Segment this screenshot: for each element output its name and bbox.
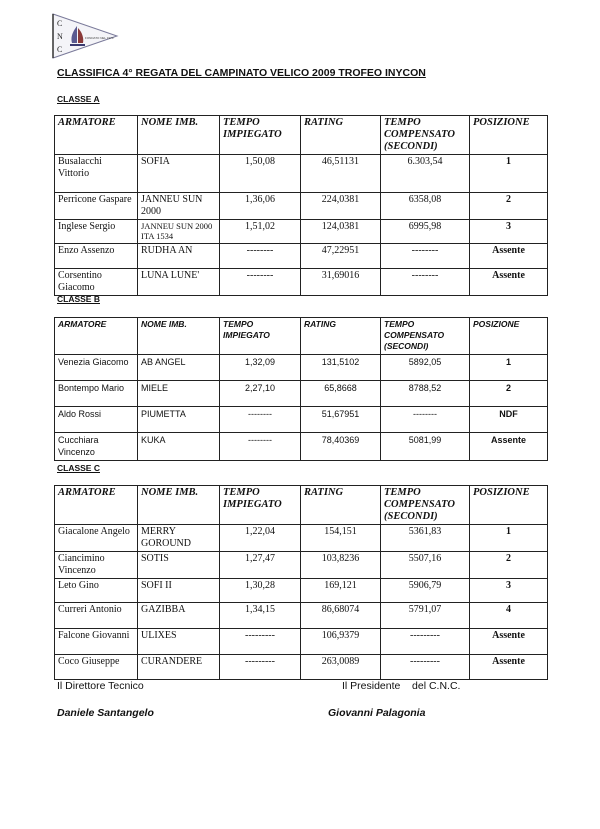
rating-cell: 86,68074 <box>301 603 381 629</box>
direttore-name: Daniele Santangelo <box>57 707 154 719</box>
tempo-cell: 1,51,02 <box>220 220 301 244</box>
rating-cell: 47,22951 <box>301 244 381 269</box>
compensato-cell: --------- <box>381 629 470 655</box>
table-row <box>55 155 548 193</box>
nome-cell: CURANDERE <box>138 655 220 680</box>
table-row <box>55 433 548 461</box>
col-nome-imb: NOME IMB. <box>138 486 220 525</box>
col-posizione: POSIZIONE <box>470 318 548 355</box>
rating-cell: 224,0381 <box>301 193 381 220</box>
presidente-name: Giovanni Palagonia <box>328 707 426 719</box>
table-row <box>55 381 548 407</box>
nome-cell: ULIXES <box>138 629 220 655</box>
nome-cell: KUKA <box>138 433 220 461</box>
armatore-cell: Aldo Rossi <box>55 407 138 433</box>
armatore-cell: Coco Giuseppe <box>55 655 138 680</box>
compensato-cell: 5791,07 <box>381 603 470 629</box>
nome-cell: SOFI II <box>138 579 220 603</box>
col-rating: RATING <box>301 116 381 155</box>
tempo-cell: 1,30,28 <box>220 579 301 603</box>
table-row <box>55 603 548 629</box>
table-row <box>55 269 548 296</box>
tempo-cell: 1,27,47 <box>220 552 301 579</box>
rating-cell: 169,121 <box>301 579 381 603</box>
classe-c-table <box>54 485 548 680</box>
table-row <box>55 655 548 680</box>
nome-cell: MIELE <box>138 381 220 407</box>
tempo-cell: 1,32,09 <box>220 355 301 381</box>
col-rating: RATING <box>301 318 381 355</box>
armatore-cell: Ciancimino Vincenzo <box>55 552 138 579</box>
logo-letter-2: N <box>57 32 63 41</box>
armatore-cell: Inglese Sergio <box>55 220 138 244</box>
tempo-cell: -------- <box>220 407 301 433</box>
class-c-label: CLASSE C <box>57 463 100 473</box>
table-header-row <box>55 116 548 155</box>
posizione-cell: 4 <box>470 603 548 629</box>
table-header-row <box>55 486 548 525</box>
col-posizione: POSIZIONE <box>470 116 548 155</box>
rating-cell: 263,0089 <box>301 655 381 680</box>
posizione-cell: 3 <box>470 220 548 244</box>
logo-caption: FONDATO NEL 1970 <box>85 36 114 40</box>
nome-cell: GAZIBBA <box>138 603 220 629</box>
posizione-cell: Assente <box>470 655 548 680</box>
classe-b-table <box>54 317 548 461</box>
tempo-cell: -------- <box>220 269 301 296</box>
posizione-cell: 1 <box>470 355 548 381</box>
rating-cell: 124,0381 <box>301 220 381 244</box>
table-row <box>55 552 548 579</box>
compensato-cell: 5361,83 <box>381 525 470 552</box>
posizione-cell: NDF <box>470 407 548 433</box>
armatore-cell: Perricone Gaspare <box>55 193 138 220</box>
rating-cell: 46,51131 <box>301 155 381 193</box>
armatore-cell: Giacalone Angelo <box>55 525 138 552</box>
col-tempo-compensato: TEMPO COMPENSATO (SECONDI) <box>381 486 470 525</box>
nome-cell: JANNEU SUN 2000 <box>138 193 220 220</box>
tempo-cell: 1,50,08 <box>220 155 301 193</box>
armatore-cell: Curreri Antonio <box>55 603 138 629</box>
compensato-cell: 6.303,54 <box>381 155 470 193</box>
table-row <box>55 193 548 220</box>
posizione-cell: Assente <box>470 244 548 269</box>
presidente-role: Il Presidente del C.N.C. <box>342 680 461 692</box>
col-armatore: ARMATORE <box>55 318 138 355</box>
nome-cell: SOFIA <box>138 155 220 193</box>
compensato-cell: 6358,08 <box>381 193 470 220</box>
tempo-cell: 1,22,04 <box>220 525 301 552</box>
tempo-cell: 2,27,10 <box>220 381 301 407</box>
nome-cell: RUDHA AN <box>138 244 220 269</box>
posizione-cell: 2 <box>470 552 548 579</box>
col-posizione: POSIZIONE <box>470 486 548 525</box>
table-row <box>55 244 548 269</box>
posizione-cell: 2 <box>470 381 548 407</box>
table-header-row <box>55 318 548 355</box>
table-row <box>55 220 548 244</box>
posizione-cell: Assente <box>470 629 548 655</box>
armatore-cell: Busalacchi Vittorio <box>55 155 138 193</box>
posizione-cell: 1 <box>470 155 548 193</box>
rating-cell: 51,67951 <box>301 407 381 433</box>
armatore-cell: Venezia Giacomo <box>55 355 138 381</box>
rating-cell: 106,9379 <box>301 629 381 655</box>
compensato-cell: 5892,05 <box>381 355 470 381</box>
rating-cell: 103,8236 <box>301 552 381 579</box>
direttore-role: Il Direttore Tecnico <box>57 680 144 692</box>
class-a-label: CLASSE A <box>57 94 100 104</box>
nome-cell: JANNEU SUN 2000 ITA 1534 <box>138 220 220 244</box>
rating-cell: 65,8668 <box>301 381 381 407</box>
table-row <box>55 407 548 433</box>
col-tempo-impiegato: TEMPO IMPIEGATO <box>220 318 301 355</box>
posizione-cell: 3 <box>470 579 548 603</box>
rating-cell: 154,151 <box>301 525 381 552</box>
posizione-cell: 1 <box>470 525 548 552</box>
logo-letter-3: C <box>57 45 63 54</box>
nome-cell: PIUMETTA <box>138 407 220 433</box>
club-logo <box>47 12 121 60</box>
armatore-cell: Falcone Giovanni <box>55 629 138 655</box>
compensato-cell: -------- <box>381 407 470 433</box>
table-row <box>55 355 548 381</box>
tempo-cell: -------- <box>220 433 301 461</box>
tempo-cell: 1,34,15 <box>220 603 301 629</box>
nome-cell: AB ANGEL <box>138 355 220 381</box>
compensato-cell: -------- <box>381 269 470 296</box>
col-armatore: ARMATORE <box>55 116 138 155</box>
classe-a-table <box>54 115 548 296</box>
col-rating: RATING <box>301 486 381 525</box>
logo-letter-1: C <box>57 19 63 28</box>
page-title: CLASSIFICA 4° REGATA DEL CAMPINATO VELICO 2009 TROFEO INYCON <box>57 67 426 79</box>
col-tempo-compensato: TEMPO COMPENSATO (SECONDI) <box>381 318 470 355</box>
armatore-cell: Cucchiara Vincenzo <box>55 433 138 461</box>
armatore-cell: Leto Gino <box>55 579 138 603</box>
col-nome-imb: NOME IMB. <box>138 318 220 355</box>
compensato-cell: 6995,98 <box>381 220 470 244</box>
compensato-cell: 5906,79 <box>381 579 470 603</box>
compensato-cell: 5081,99 <box>381 433 470 461</box>
armatore-cell: Corsentino Giacomo <box>55 269 138 296</box>
rating-cell: 131,5102 <box>301 355 381 381</box>
tempo-cell: -------- <box>220 244 301 269</box>
table-row <box>55 525 548 552</box>
nome-cell: LUNA LUNE' <box>138 269 220 296</box>
col-tempo-compensato: TEMPO COMPENSATO (SECONDI) <box>381 116 470 155</box>
armatore-cell: Bontempo Mario <box>55 381 138 407</box>
col-armatore: ARMATORE <box>55 486 138 525</box>
tempo-cell: --------- <box>220 629 301 655</box>
table-row <box>55 579 548 603</box>
rating-cell: 78,40369 <box>301 433 381 461</box>
tempo-cell: 1,36,06 <box>220 193 301 220</box>
class-b-label: CLASSE B <box>57 294 100 304</box>
col-nome-imb: NOME IMB. <box>138 116 220 155</box>
posizione-cell: Assente <box>470 433 548 461</box>
tempo-cell: --------- <box>220 655 301 680</box>
compensato-cell: -------- <box>381 244 470 269</box>
posizione-cell: 2 <box>470 193 548 220</box>
compensato-cell: 8788,52 <box>381 381 470 407</box>
col-tempo-impiegato: TEMPO IMPIEGATO <box>220 116 301 155</box>
rating-cell: 31,69016 <box>301 269 381 296</box>
armatore-cell: Enzo Assenzo <box>55 244 138 269</box>
col-tempo-impiegato: TEMPO IMPIEGATO <box>220 486 301 525</box>
nome-cell: SOTIS <box>138 552 220 579</box>
compensato-cell: --------- <box>381 655 470 680</box>
compensato-cell: 5507,16 <box>381 552 470 579</box>
table-row <box>55 629 548 655</box>
posizione-cell: Assente <box>470 269 548 296</box>
nome-cell: MERRY GOROUND <box>138 525 220 552</box>
